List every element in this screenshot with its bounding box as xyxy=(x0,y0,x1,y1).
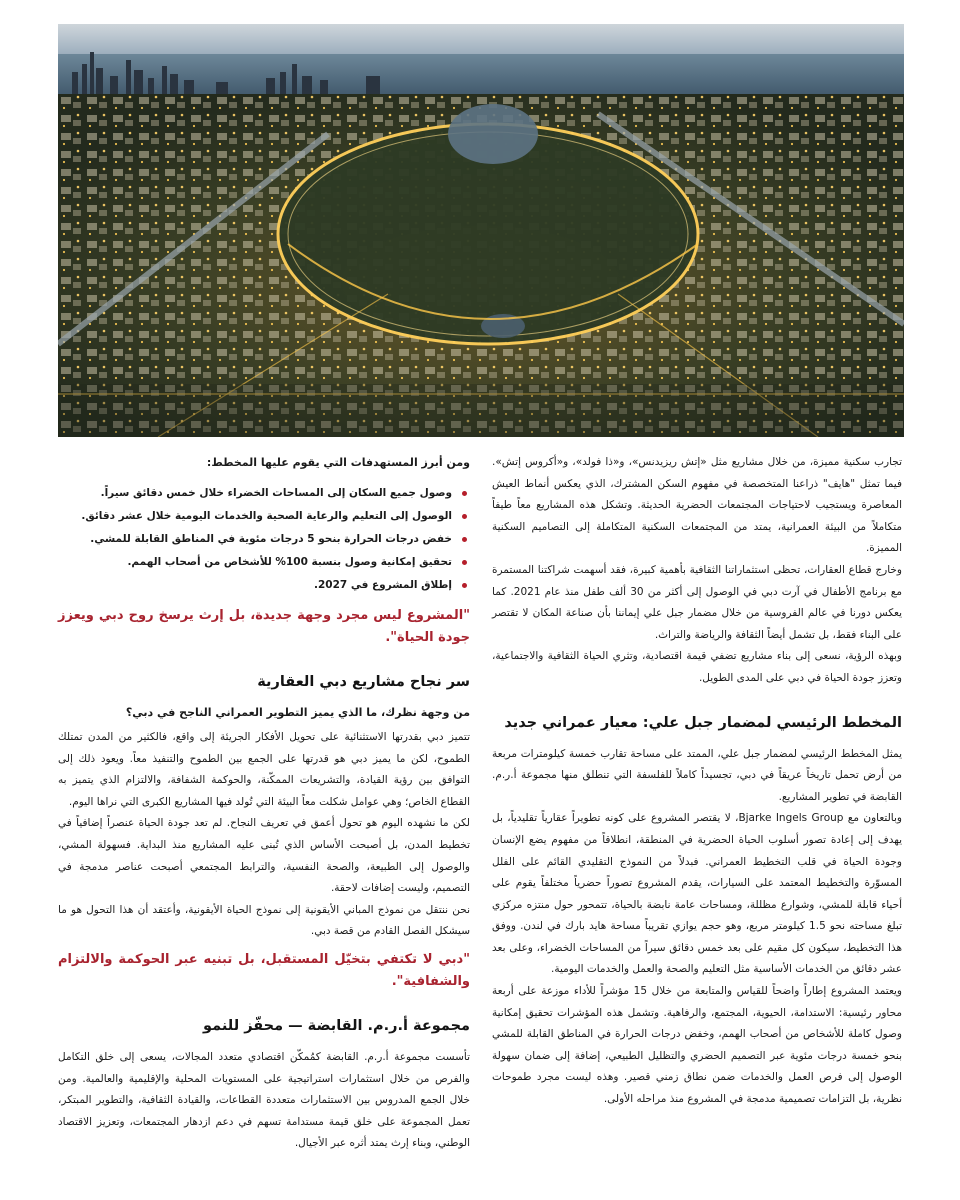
left-column xyxy=(58,452,470,1155)
bullet-icon xyxy=(462,514,467,519)
body-paragraph: نحن ننتقل من نموذج المباني الأيقونية إلى نموذج الحياة الأيقونية، وأعتقد أن هذا التحول هو ما سيشكل الفصل القادم من قصة دبي. xyxy=(58,903,470,938)
pull-quote: "المشروع ليس مجرد وجهة جديدة، بل إرث يرسخ روح دبي ويعزز جودة الحياة". xyxy=(58,608,470,645)
list-item xyxy=(58,574,470,597)
hero-aerial-image xyxy=(58,24,904,437)
section-heading-masterplan: المخطط الرئيسي لمضمار جبل علي: معيار عمراني جديد xyxy=(504,714,902,731)
targets-list xyxy=(58,482,470,597)
intro-paragraph: وبهذه الرؤية، نسعى إلى بناء مشاريع تضفي قيمة اقتصادية، وتثري الحياة الثقافية والاجتماعية، وتعزز جودة الحياة في دبي على المدى الطويل. xyxy=(492,650,902,684)
body-paragraph: تتميز دبي بقدرتها الاستثنائية على تحويل الأفكار الجريئة إلى واقع، فالكثير من المدن تمتلك الطموح، لكن ما يميز دبي هو قدرتها على الجمع بين الطموح والتنفيذ معاً. ويعود ذلك إلى التوافق بين رؤية القيادة، والتشريعات الممكّنة، والحوكمة الشفافة، والالتزام الذي يتميز به القطاع الخاص؛ وهي عوامل شكلت معاً البيئة التي تُولد فيها المشاريع الكبرى التي نراها اليوم. xyxy=(58,731,470,808)
bullet-icon xyxy=(462,491,467,496)
bullet-icon xyxy=(462,583,467,588)
list-item xyxy=(58,505,470,528)
bullet-icon xyxy=(462,537,467,542)
section-heading-success: سر نجاح مشاريع دبي العقارية xyxy=(257,674,470,690)
target-text: خفض درجات الحرارة بنحو 5 درجات مئوية في المناطق القابلة للمشي. xyxy=(90,533,452,545)
target-text: الوصول إلى التعليم والرعاية الصحية والخدمات اليومية خلال عشر دقائق. xyxy=(81,510,452,522)
target-text: إطلاق المشروع في 2027. xyxy=(313,579,452,591)
list-item xyxy=(58,528,470,551)
body-paragraph: ويعتمد المشروع إطاراً واضحاً للقياس والمتابعة من خلال 15 مؤشراً للأداء موزعة على أربعة محاور رئيسية: الاستدامة، الحيوية، المجتمع، والرفاهية. وتشمل هذه المؤشرات تحقيق إمكانية وصول كاملة للأشخاص من أصحاب الهمم، وخفض درجات الحرارة في المناطق القابلة للمشي بنحو خمسة درجات مئوية عبر التصميم الحضري والتظليل الطبيعي، إضافة إلى ضمان سهولة الوصول إلى فرص العمل والخدمات ضمن نطاق زمني قصير. وهذه ليست مجرد طموحات نظرية، بل التزامات تصميمية مدمجة في المشروع منذ مراحله الأولى. xyxy=(492,985,903,1106)
intro-paragraph: وخارج قطاع العقارات، تحظى استثماراتنا الثقافية بأهمية كبيرة، فقد أسهمت شراكتنا المستمرة مع برنامج الأطفال في آرت دبي في الوصول إلى أكثر من 30 ألف طفل منذ عام 2021. كما يعكس دورنا في عالم الفروسية من خلال مضمار جبل علي إيماننا بأن صناعة المكان لا تقتصر على البناء فقط، بل تشمل أيضاً الثقافة والرياضة والتراث. xyxy=(492,563,902,641)
body-paragraph: وبالتعاون مع Bjarke Ingels Group، لا يقتصر المشروع على كونه تطويراً عقارياً تقليدياً، بل يهدف إلى إعادة تصور أسلوب الحياة الحضرية في المنطقة، انطلاقاً من مفهوم يضع الإنسان وجودة الحياة في قلب التخطيط العمراني. فبدلاً من النموذج التقليدي القائم على الفلل المسوّرة والتخطيط المعتمد على السيارات، يقدم المشروع تصوراً حضرياً مختلفاً يقوم على أحياء قابلة للمشي، وشوارع مظللة، ومساحات عامة نابضة بالحياة، تتمحور حول منتزه مركزي تبلغ مساحته نحو 1.5 كيلومتر مربع، وهو حجم يوازي تقريباً مساحة هايد بارك في لندن. ووفق هذا التخطيط، سيكون كل مقيم على بعد خمس دقائق سيراً من المساحات الخضراء، وعلى بعد عشر دقائق من الخدمات الأساسية مثل التعليم والصحة والعمل والخدمات اليومية. xyxy=(492,812,902,976)
body-paragraph: لكن ما نشهده اليوم هو تحول أعمق في تعريف النجاح. لم تعد جودة الحياة عنصراً إضافياً في تخطيط المدن، بل أصبحت الأساس الذي تُبنى عليه المشاريع منذ البداية. فسهولة المشي، والوصول إلى الطبيعة، والصحة النفسية، والترابط المجتمعي أصبحت عناصر مدمجة في التصميم، وليست إضافات لاحقة. xyxy=(58,817,470,895)
masterplan-district-render xyxy=(58,94,904,437)
list-item xyxy=(58,482,470,505)
section-heading-group: مجموعة أ.ر.م. القابضة — محفّز للنمو xyxy=(203,1017,470,1034)
targets-intro: ومن أبرز المستهدفات التي يقوم عليها المخطط: xyxy=(206,456,470,469)
target-text: وصول جميع السكان إلى المساحات الخضراء خلال خمس دقائق سيراً. xyxy=(100,487,452,499)
interview-question: من وجهة نظرك، ما الذي يميز التطوير العمراني الناجح في دبي؟ xyxy=(125,706,470,719)
intro-paragraph: تجارب سكنية مميزة، من خلال مشاريع مثل «إتش ريزيدنس»، و«ذا فولد»، و«أكروس إتش». فيما تمثل "هايف" ذراعنا المتخصصة في مفهوم السكن المشترك، الذي يعكس أنماط العيش المعاصرة ويستجيب لاحتياجات المجتمعات الحضرية الحديثة. وتشكل هذه المشاريع معاً طيفاً متكاملاً من البيئة العمرانية، يمتد من المجتمعات السكنية المتكاملة إلى التصاميم السكنية المميزة. xyxy=(492,456,902,555)
body-paragraph: تأسست مجموعة أ.ر.م. القابضة كمُمكّن اقتصادي متعدد المجالات، يسعى إلى خلق التكامل والفرص من خلال استثمارات استراتيجية على المستويات المحلية والإقليمية والعالمية. ومن خلال الجمع المدروس بين الاستثمارات متعددة القطاعات، والقيادة الثقافية، والتطوير المبتكر، تعمل المجموعة على خلق قيمة مستدامة تسهم في دعم ازدهار المجتمعات، وتعزيز الاقتصاد الوطني، وبناء إرث يمتد أثره عبر الأجيال. xyxy=(58,1050,470,1150)
right-column xyxy=(492,452,902,1111)
pull-quote: "دبي لا تكتفي بتخيّل المستقبل، بل تبنيه عبر الحوكمة والالتزام والشفافية". xyxy=(58,951,470,989)
body-paragraph: يمثل المخطط الرئيسي لمضمار جبل علي، الممتد على مساحة تقارب خمسة كيلومترات مربعة من أرض تحمل تاريخاً عريقاً في دبي، تجسيداً كاملاً للفلسفة التي تنطلق منها مجموعة أ.ر.م. القابضة في تطوير المشاريع. xyxy=(492,747,902,803)
target-text: تحقيق إمكانية وصول بنسبة 100% للأشخاص من أصحاب الهمم. xyxy=(127,556,452,568)
bullet-icon xyxy=(462,560,467,565)
list-item xyxy=(58,551,470,574)
city-skyline xyxy=(66,42,396,102)
